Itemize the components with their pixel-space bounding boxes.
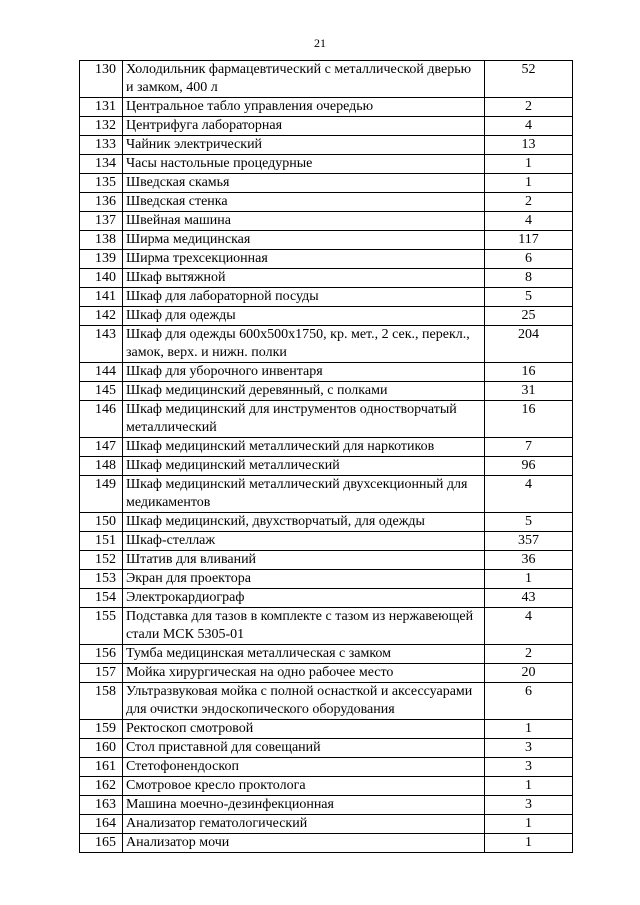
- item-quantity: 3: [485, 796, 573, 815]
- table-row: [80, 401, 573, 438]
- row-number: 131: [80, 98, 123, 117]
- item-name: Шкаф медицинский, двухстворчатый, для одежды: [123, 513, 485, 532]
- item-quantity: 1: [485, 155, 573, 174]
- table-row: [80, 438, 573, 457]
- item-name: Холодильник фармацевтический с металлической дверью и замком, 400 л: [123, 61, 485, 98]
- row-number: 154: [80, 589, 123, 608]
- item-name: Центральное табло управления очередью: [123, 98, 485, 117]
- row-number: 139: [80, 250, 123, 269]
- item-quantity: 2: [485, 645, 573, 664]
- table-row: [80, 739, 573, 758]
- row-number: 155: [80, 608, 123, 645]
- table-row: [80, 777, 573, 796]
- item-quantity: 16: [485, 363, 573, 382]
- table-row: [80, 231, 573, 250]
- row-number: 161: [80, 758, 123, 777]
- page-number: 21: [314, 36, 326, 50]
- row-number: 141: [80, 288, 123, 307]
- item-quantity: 117: [485, 231, 573, 250]
- item-name: Ширма медицинская: [123, 231, 485, 250]
- item-name: Чайник электрический: [123, 136, 485, 155]
- table-row: [80, 61, 573, 98]
- item-quantity: 13: [485, 136, 573, 155]
- table-row: [80, 363, 573, 382]
- item-name: Центрифуга лабораторная: [123, 117, 485, 136]
- row-number: 162: [80, 777, 123, 796]
- row-number: 158: [80, 683, 123, 720]
- row-number: 145: [80, 382, 123, 401]
- table-row: [80, 98, 573, 117]
- row-number: 164: [80, 815, 123, 834]
- item-quantity: 204: [485, 326, 573, 363]
- table-row: [80, 326, 573, 363]
- item-quantity: 1: [485, 720, 573, 739]
- table-row: [80, 155, 573, 174]
- table-row: [80, 269, 573, 288]
- equipment-table: [79, 60, 573, 853]
- item-name: Подставка для тазов в комплекте с тазом из нержавеющей стали МСК 5305-01: [123, 608, 485, 645]
- item-quantity: 4: [485, 117, 573, 136]
- row-number: 148: [80, 457, 123, 476]
- table-row: [80, 136, 573, 155]
- row-number: 142: [80, 307, 123, 326]
- item-quantity: 3: [485, 739, 573, 758]
- row-number: 130: [80, 61, 123, 98]
- item-quantity: 5: [485, 513, 573, 532]
- table-row: [80, 551, 573, 570]
- table-row: [80, 288, 573, 307]
- row-number: 132: [80, 117, 123, 136]
- table-row: [80, 117, 573, 136]
- table-row: [80, 645, 573, 664]
- item-name: Шкаф для лабораторной посуды: [123, 288, 485, 307]
- item-quantity: 36: [485, 551, 573, 570]
- item-name: Шкаф вытяжной: [123, 269, 485, 288]
- table-row: [80, 212, 573, 231]
- table-row: [80, 513, 573, 532]
- item-quantity: 5: [485, 288, 573, 307]
- item-quantity: 357: [485, 532, 573, 551]
- item-quantity: 2: [485, 98, 573, 117]
- table-row: [80, 796, 573, 815]
- item-name: Шкаф медицинский металлический для наркотиков: [123, 438, 485, 457]
- table-row: [80, 589, 573, 608]
- table-row: [80, 834, 573, 853]
- item-quantity: 1: [485, 570, 573, 589]
- item-name: Шкаф-стеллаж: [123, 532, 485, 551]
- row-number: 144: [80, 363, 123, 382]
- item-name: Штатив для вливаний: [123, 551, 485, 570]
- item-quantity: 7: [485, 438, 573, 457]
- row-number: 146: [80, 401, 123, 438]
- row-number: 138: [80, 231, 123, 250]
- table-row: [80, 664, 573, 683]
- item-quantity: 43: [485, 589, 573, 608]
- item-name: Мойка хирургическая на одно рабочее место: [123, 664, 485, 683]
- item-name: Часы настольные процедурные: [123, 155, 485, 174]
- item-quantity: 6: [485, 250, 573, 269]
- item-quantity: 3: [485, 758, 573, 777]
- table-row: [80, 476, 573, 513]
- item-name: Шкаф медицинский деревянный, с полками: [123, 382, 485, 401]
- item-quantity: 2: [485, 193, 573, 212]
- item-quantity: 6: [485, 683, 573, 720]
- row-number: 136: [80, 193, 123, 212]
- row-number: 163: [80, 796, 123, 815]
- item-quantity: 20: [485, 664, 573, 683]
- item-quantity: 1: [485, 815, 573, 834]
- row-number: 151: [80, 532, 123, 551]
- item-name: Машина моечно-дезинфекционная: [123, 796, 485, 815]
- item-quantity: 8: [485, 269, 573, 288]
- item-quantity: 25: [485, 307, 573, 326]
- row-number: 165: [80, 834, 123, 853]
- row-number: 160: [80, 739, 123, 758]
- item-quantity: 4: [485, 476, 573, 513]
- item-quantity: 1: [485, 777, 573, 796]
- table-row: [80, 457, 573, 476]
- row-number: 143: [80, 326, 123, 363]
- item-name: Шкаф медицинский для инструментов одностворчатый металлический: [123, 401, 485, 438]
- item-quantity: 16: [485, 401, 573, 438]
- item-name: Шкаф для уборочного инвентаря: [123, 363, 485, 382]
- item-name: Тумба медицинская металлическая с замком: [123, 645, 485, 664]
- item-name: Ширма трехсекционная: [123, 250, 485, 269]
- table-row: [80, 250, 573, 269]
- table-row: [80, 758, 573, 777]
- item-quantity: 4: [485, 212, 573, 231]
- item-name: Ультразвуковая мойка с полной оснасткой и аксессуарами для очистки эндоскопического оборудования: [123, 683, 485, 720]
- table-row: [80, 174, 573, 193]
- item-quantity: 31: [485, 382, 573, 401]
- item-name: Шкаф медицинский металлический двухсекционный для медикаментов: [123, 476, 485, 513]
- table-row: [80, 608, 573, 645]
- item-quantity: 96: [485, 457, 573, 476]
- item-quantity: 4: [485, 608, 573, 645]
- row-number: 153: [80, 570, 123, 589]
- equipment-table-body: [80, 61, 573, 853]
- item-name: Шведская стенка: [123, 193, 485, 212]
- table-row: [80, 532, 573, 551]
- item-quantity: 1: [485, 174, 573, 193]
- table-row: [80, 307, 573, 326]
- row-number: 156: [80, 645, 123, 664]
- item-quantity: 52: [485, 61, 573, 98]
- row-number: 157: [80, 664, 123, 683]
- item-name: Анализатор мочи: [123, 834, 485, 853]
- table-row: [80, 683, 573, 720]
- item-name: Шкаф медицинский металлический: [123, 457, 485, 476]
- item-name: Ректоскоп смотровой: [123, 720, 485, 739]
- item-name: Шведская скамья: [123, 174, 485, 193]
- row-number: 147: [80, 438, 123, 457]
- item-name: Стетофонендоскоп: [123, 758, 485, 777]
- table-row: [80, 720, 573, 739]
- table-row: [80, 193, 573, 212]
- item-name: Швейная машина: [123, 212, 485, 231]
- row-number: 133: [80, 136, 123, 155]
- row-number: 134: [80, 155, 123, 174]
- row-number: 149: [80, 476, 123, 513]
- table-row: [80, 382, 573, 401]
- item-name: Смотровое кресло проктолога: [123, 777, 485, 796]
- row-number: 140: [80, 269, 123, 288]
- item-name: Электрокардиограф: [123, 589, 485, 608]
- item-name: Экран для проектора: [123, 570, 485, 589]
- row-number: 150: [80, 513, 123, 532]
- row-number: 152: [80, 551, 123, 570]
- table-row: [80, 570, 573, 589]
- row-number: 135: [80, 174, 123, 193]
- item-name: Стол приставной для совещаний: [123, 739, 485, 758]
- item-name: Шкаф для одежды: [123, 307, 485, 326]
- item-name: Шкаф для одежды 600х500х1750, кр. мет., 2 сек., перекл., замок, верх. и нижн. полки: [123, 326, 485, 363]
- item-name: Анализатор гематологический: [123, 815, 485, 834]
- item-quantity: 1: [485, 834, 573, 853]
- table-row: [80, 815, 573, 834]
- row-number: 159: [80, 720, 123, 739]
- row-number: 137: [80, 212, 123, 231]
